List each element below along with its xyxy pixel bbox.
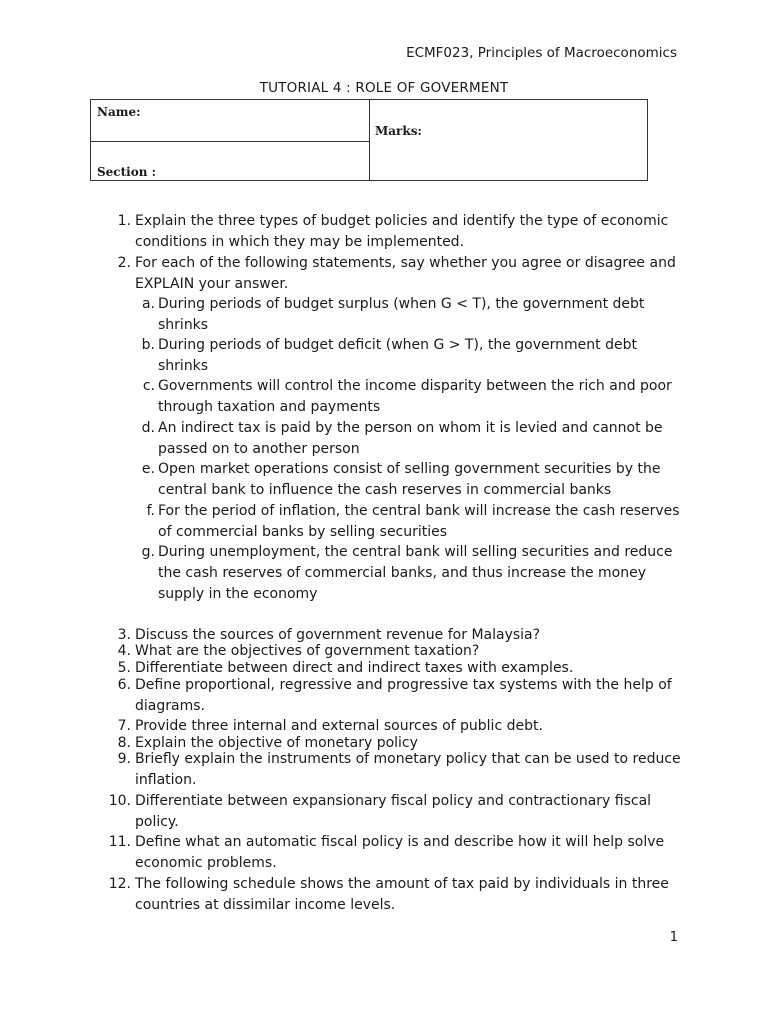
statement-item-text: of commercial banks by selling securities <box>158 524 448 540</box>
question-item-text: For each of the following statements, say whether you agree or disagree and <box>135 255 676 271</box>
question-item-text: What are the objectives of government taxation? <box>135 643 480 659</box>
question-item-text: The following schedule shows the amount of tax paid by individuals in three <box>135 876 669 892</box>
question-item-text: EXPLAIN your answer. <box>135 276 289 292</box>
question-item-number: 4. <box>117 643 131 659</box>
statement-item-text: shrinks <box>158 358 209 374</box>
statement-item-text: During periods of budget surplus (when G < T), the government debt <box>158 296 645 312</box>
statement-item-text: For the period of inflation, the central bank will increase the cash reserves <box>158 503 680 519</box>
question-item-number: 11. <box>108 834 131 850</box>
statement-item <box>141 420 663 457</box>
question-item <box>117 643 480 659</box>
question-item-number: 5. <box>117 660 131 676</box>
question-item-text: Provide three internal and external sources of public debt. <box>135 718 543 734</box>
question-item-number: 10. <box>108 793 131 809</box>
question-item-number: 6. <box>117 677 131 693</box>
statement-item <box>141 461 661 498</box>
page-number: 1 <box>669 930 678 945</box>
question-item-text: conditions in which they may be implemented. <box>135 234 465 250</box>
name-label: Name: <box>97 105 141 119</box>
question-item <box>108 834 665 871</box>
question-item-number: 1. <box>117 213 131 229</box>
page-title: TUTORIAL 4 : ROLE OF GOVERMENT <box>259 80 509 96</box>
question-item <box>117 627 541 643</box>
statement-item-number: b. <box>141 337 155 353</box>
question-item-number: 9. <box>117 751 131 767</box>
statement-item-text: During periods of budget deficit (when G > T), the government debt <box>158 337 637 353</box>
question-item-number: 3. <box>117 627 131 643</box>
question-item-text: Differentiate between expansionary fiscal policy and contractionary fiscal <box>135 793 652 809</box>
question-item <box>117 660 574 676</box>
statement-item-number: c. <box>142 378 155 394</box>
statement-item-text: shrinks <box>158 317 209 333</box>
question-item-text: economic problems. <box>135 855 277 871</box>
question-item-text: Differentiate between direct and indirect taxes with examples. <box>135 660 574 676</box>
question-item <box>108 876 669 913</box>
statement-item-number: e. <box>141 461 155 477</box>
statement-item <box>142 378 672 415</box>
statement-item-number: g. <box>141 544 155 560</box>
statement-item <box>146 503 680 540</box>
statement-item-number: a. <box>141 296 155 312</box>
question-item-text: policy. <box>135 814 179 830</box>
question-item-number: 12. <box>108 876 131 892</box>
question-item-number: 7. <box>117 718 131 734</box>
statement-item-text: Open market operations consist of selling government securities by the <box>158 461 661 477</box>
question-item-number: 2. <box>117 255 131 271</box>
question-item <box>117 751 681 788</box>
statement-item-number: f. <box>146 503 155 519</box>
question-item-text: Define proportional, regressive and progressive tax systems with the help of <box>135 677 672 693</box>
question-item <box>117 213 669 250</box>
course-header: ECMF023, Principles of Macroeconomics <box>406 45 677 61</box>
statement-item-text: passed on to another person <box>158 441 360 457</box>
question-item-text: Briefly explain the instruments of monetary policy that can be used to reduce <box>135 751 681 767</box>
question-item-text: Define what an automatic fiscal policy is and describe how it will help solve <box>135 834 665 850</box>
question-item-text: inflation. <box>135 772 197 788</box>
question-item-number: 8. <box>117 735 131 751</box>
question-item-text: Explain the objective of monetary policy <box>135 735 418 751</box>
statement-item-text: through taxation and payments <box>158 399 381 415</box>
statement-item <box>141 337 637 374</box>
question-item-text: Discuss the sources of government revenue for Malaysia? <box>135 627 541 643</box>
question-item <box>117 255 676 292</box>
question-item-text: diagrams. <box>135 698 205 714</box>
statement-item-text: An indirect tax is paid by the person on whom it is levied and cannot be <box>158 420 663 436</box>
marks-label: Marks: <box>375 124 422 138</box>
question-item <box>108 793 652 830</box>
statement-item-text: Governments will control the income disparity between the rich and poor <box>158 378 672 394</box>
question-item <box>117 718 543 734</box>
question-item-text: countries at dissimilar income levels. <box>135 897 396 913</box>
question-item-text: Explain the three types of budget policies and identify the type of economic <box>135 213 669 229</box>
question-item <box>117 677 672 714</box>
statement-item-number: d. <box>141 420 155 436</box>
statement-item-text: During unemployment, the central bank will selling securities and reduce <box>158 544 673 560</box>
statement-item <box>141 296 645 333</box>
statement-item-text: the cash reserves of commercial banks, and thus increase the money <box>158 565 647 581</box>
student-info-table <box>90 99 648 181</box>
section-label: Section : <box>97 165 157 179</box>
statement-item-text: central bank to influence the cash reserves in commercial banks <box>158 482 612 498</box>
statement-item-text: supply in the economy <box>158 586 318 602</box>
question-item <box>117 735 418 751</box>
statement-item <box>141 544 673 602</box>
